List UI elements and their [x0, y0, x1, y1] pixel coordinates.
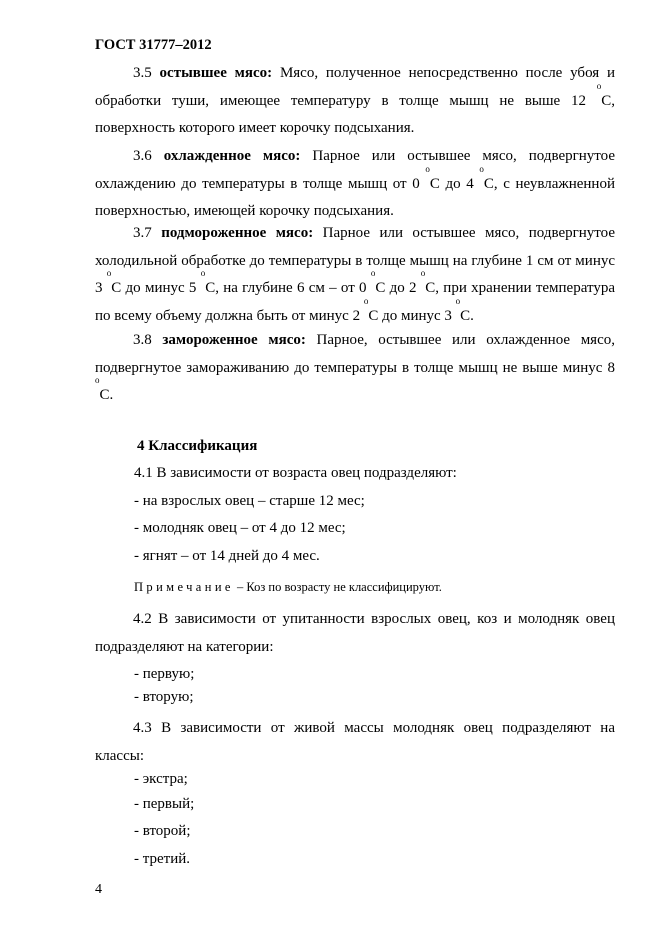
- note-text: – Коз по возрасту не классифицируют.: [233, 580, 442, 594]
- document-code-header: ГОСТ 31777–2012: [95, 37, 212, 53]
- list-item: - вторую;: [134, 689, 194, 705]
- note-label: Примечание: [134, 580, 234, 594]
- term: замороженное мясо:: [162, 332, 306, 348]
- clause-4-2-intro: 4.2 В зависимости от упитанности взрослых овец, коз и молодняк овец подразделяют на категории:: [95, 611, 615, 655]
- list-item: - ягнят – от 14 дней до 4 мес.: [134, 548, 320, 564]
- degree-sign: o: [420, 268, 426, 279]
- degree-sign: o: [455, 296, 461, 307]
- term: охлажденное мясо:: [163, 148, 301, 164]
- page-number: 4: [95, 882, 102, 897]
- term: остывшее мясо:: [159, 65, 273, 81]
- definition-3-5: 3.5 остывшее мясо: Мясо, полученное непосредственно после убоя и обработки туши, имеющее температуру в толще мышц не выше 12 $^o$С, поверхность которого имеет корочку подсыхания.: [95, 65, 616, 137]
- definition-3-7: 3.7 подмороженное мясо: Парное или остывшее мясо, подвергнутое холодильной обработке до температуры в толще мышц на глубине 1 см от минус 3 $^o$С до минус 5 $^o$С, на глубине 6 см – от 0 $^o$С до 2 $^o$С, при хранении температура по всему объему должна быть от минус 2 $^o$С до минус 3 $^o$С.: [95, 225, 615, 325]
- list-item: - второй;: [134, 823, 191, 839]
- clause-number: 3.7: [133, 225, 152, 241]
- degree-sign: o: [479, 163, 484, 174]
- clause-number: 3.6: [133, 148, 152, 164]
- list-item: - молодняк овец – от 4 до 12 мес;: [134, 520, 346, 536]
- degree-sign: o: [363, 296, 369, 307]
- degree-sign: o: [106, 268, 112, 279]
- degree-sign: o: [370, 268, 376, 279]
- degree-sign: o: [425, 163, 430, 174]
- list-item: - третий.: [134, 851, 191, 867]
- clause-4-1-intro: 4.1 В зависимости от возраста овец подразделяют:: [134, 465, 457, 481]
- clause-4-3-intro: 4.3 В зависимости от живой массы молодняк овец подразделяют на классы:: [95, 720, 615, 764]
- degree-sign: o: [596, 80, 602, 91]
- clause-number: 3.5: [133, 65, 152, 81]
- degree-sign: o: [200, 268, 206, 279]
- list-item: - экстра;: [134, 771, 188, 787]
- definition-3-8: 3.8 замороженное мясо: Парное, остывшее или охлажденное мясо, подвергнутое замораживанию до температуры в толще мышц не выше минус 8 $^o$С.: [95, 332, 615, 404]
- list-item: - первый;: [134, 796, 195, 812]
- list-item: - первую;: [134, 666, 195, 682]
- term: подмороженное мясо:: [161, 225, 314, 241]
- clause-number: 3.8: [133, 332, 152, 348]
- note: [134, 580, 442, 595]
- section-title: 4 Классификация: [137, 438, 258, 454]
- degree-sign: o: [95, 375, 100, 386]
- definition-3-6: 3.6 охлажденное мясо: Парное или остывшее мясо, подвергнутое охлаждению до температуры в толще мышц от 0 $^o$С до 4 $^o$С, с неувлажненной поверхностью, имеющей корочку подсыхания.: [95, 148, 615, 220]
- list-item: - на взрослых овец – старше 12 мес;: [134, 493, 365, 509]
